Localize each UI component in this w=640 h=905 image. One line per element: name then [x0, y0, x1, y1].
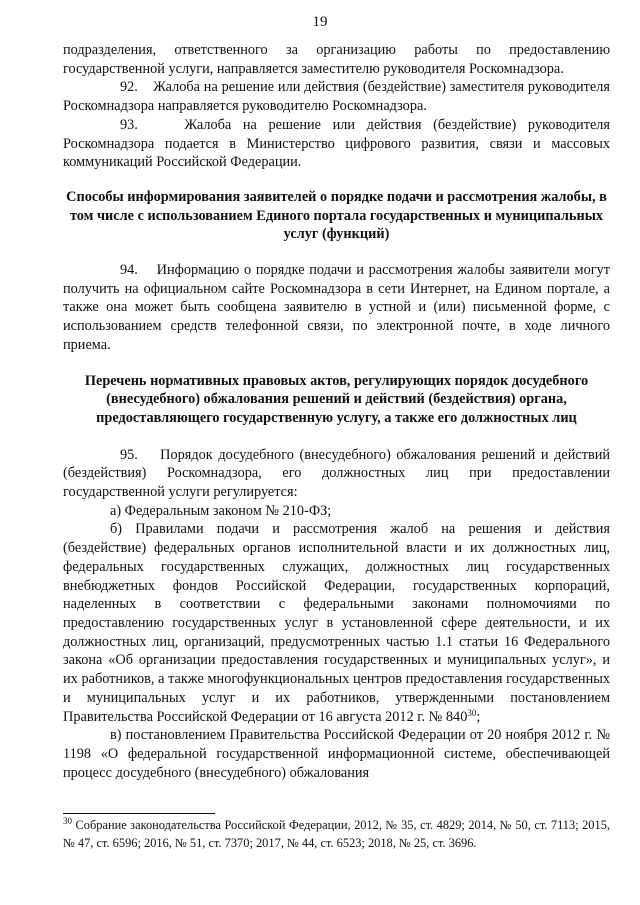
footnote-reference: 30	[467, 707, 477, 718]
list-item-a: а) Федеральным законом № 210-ФЗ;	[110, 502, 332, 519]
footnote	[63, 817, 610, 852]
footnote-number: 30	[63, 816, 72, 826]
paragraph-94: 94. Информацию о порядке подачи и рассмотрения жалобы заявители могут получить на официальном сайте Роскомнадзора в сети Интернет, на Едином портале, а также она может быть сообщена заявителю в устной и (или) письменной форме, с использованием средств телефонной связи, по электронной почте, в ходе личного приема.	[63, 262, 610, 353]
page-number: 19	[312, 14, 328, 30]
section-heading-informing: Способы информирования заявителей о порядке подачи и рассмотрения жалобы, в том числе с использованием Единого портала государственных и муниципальных услуг (функций)	[66, 188, 607, 243]
footnote-text: Собрание законодательства Российской Федерации, 2012, № 35, ст. 4829; 2014, № 50, ст. 7113; 2015, № 47, ст. 6596; 2016, № 51, ст. 7370; 2017, № 44, ст. 6523; 2018, № 25, ст. 3696.	[63, 818, 610, 850]
paragraph-93: 93. Жалоба на решение или действия (бездействие) руководителя Роскомнадзора подается в Министерство цифрового развития, связи и массовых коммуникаций Российской Федерации.	[63, 116, 610, 171]
footnote-divider	[63, 813, 215, 814]
paragraph-continuation: подразделения, ответственного за организацию работы по предоставлению государственной услуги, направляется заместителю руководителя Роскомнадзора.	[63, 42, 610, 77]
list-item-b-text: б) Правилами подачи и рассмотрения жалоб на решения и действия (бездействие) федеральных органов исполнительной власти и их должностных лиц, федеральных государственных служащих, должностных лиц государственных внебюджетных фондов Российской Федерации, государственных корпораций, наделенных в соответствии с федеральными законами полномочиями по предоставлению государственных услуг в установленной сфере деятельности, и их должностных лиц, организаций, предусмотренных частью 1.1 статьи 16 Федерального закона «Об организации предоставления государственных и муниципальных услуг», и их работников, а также многофункциональных центров предоставления государственных и муниципальных услуг и их работников, утвержденными постановлением Правительства Российской Федерации от 16 августа 2012 г. № 840	[63, 521, 610, 725]
paragraph-95: 95. Порядок досудебного (внесудебного) обжалования решений и действий (бездействия) Роскомнадзора, его должностных лиц при предоставлении государственной услуги регулируется:	[63, 446, 610, 501]
section-heading-legal-acts: Перечень нормативных правовых актов, регулирующих порядок досудебного (внесудебного) обжалования решений и действий (бездействия) органа, предоставляющего государственную услугу, а также его должностных лиц	[84, 372, 589, 426]
document-body	[63, 41, 610, 782]
list-item-b: б) Правилами подачи и рассмотрения жалоб на решения и действия (бездействие) федеральных органов исполнительной власти и их должностных лиц, федеральных государственных служащих, должностных лиц государственных внебюджетных фондов Российской Федерации, государственных корпораций, наделенных в соответствии с федеральными законами полномочиями по предоставлению государственных услуг в установленной сфере деятельности, и их должностных лиц, организаций, предусмотренных частью 1.1 статьи 16 Федерального закона «Об организации предоставления государственных и муниципальных услуг», и их работников, а также многофункциональных центров предоставления государственных и муниципальных услуг и их работников, утвержденными постановлением Правительства Российской Федерации от 16 августа 2012 г. № $840^{30}$;	[63, 521, 610, 725]
paragraph-92: 92. Жалоба на решение или действия (бездействие) заместителя руководителя Роскомнадзора направляется руководителю Роскомнадзора.	[63, 79, 610, 115]
list-item-c: в) постановлением Правительства Российской Федерации от 20 ноября 2012 г. № 1198 «О федеральной государственной информационной системе, обеспечивающей процесс досудебного (внесудебного) обжалования	[63, 727, 610, 781]
